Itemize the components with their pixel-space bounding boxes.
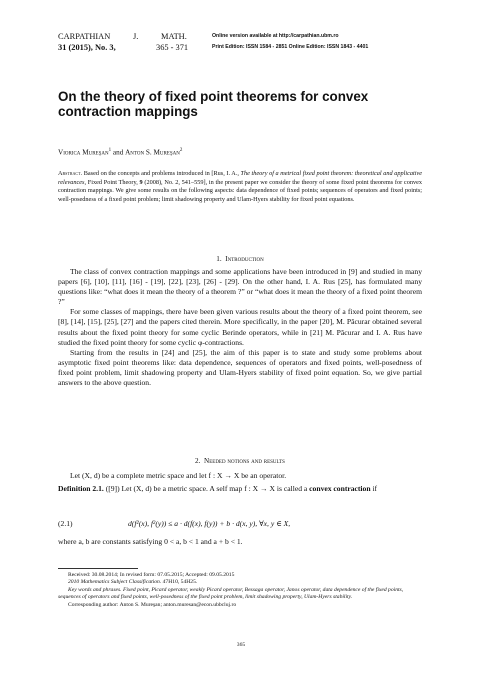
section-2-intro: Let (X, d) be a complete metric space and let f : X → X be an operator. xyxy=(70,471,287,480)
after-equation-text: where a, b are constants satisfying 0 < a, b < 1 and a + b < 1. xyxy=(58,537,243,546)
section-2-body xyxy=(58,471,422,494)
online-version-text: Online version available at http://carpathian.ubm.ro xyxy=(212,33,339,39)
footnotes xyxy=(58,572,422,609)
intro-paragraph-2: For some classes of mappings, there have been given various results about the theory of a fixed point theorem, see [8], [14], [15], [25], [27] and the papers cited therein. More specifically, in the paper [20], M. Păcurar obtained several results about the fixed point theory for some cyclic Berinde operators, while in [21] M. Păcurar and I. A. Rus have studied the fixed point theory for some cyclic φ-contractions. xyxy=(58,307,422,347)
intro-paragraph-3: Starting from the results in [24] and [25], the aim of this paper is to state and study some problems about asymptotic fixed point theorems like: data dependence, sequences of operators and fixed points, well-posedness of fixed point problem, limit shadowing property and Ulam-Hyers stability of fixed point equation. So, we give partial answers to the above question. xyxy=(58,347,422,388)
volume-line: 31 (2015), No. 3, xyxy=(58,43,116,52)
section-1-heading: 1. Introduction xyxy=(216,255,264,263)
abstract xyxy=(58,170,422,204)
paper-title xyxy=(58,89,438,119)
definition-2-1 xyxy=(58,484,422,494)
received-dates: Received: 30.08.2014; In revised form: 07.05.2015; Accepted: 09.05.2015 xyxy=(68,572,235,578)
abstract-volume: 9 xyxy=(139,178,143,186)
abstract-text-1: Based on the concepts and problems introduced in [Rus, I. A., xyxy=(83,170,241,177)
page-number: 365 xyxy=(236,642,246,648)
corresponding-author: Corresponding author: Anton S. Mureşan; anton.muresan@econ.ubbcluj.ro xyxy=(68,601,237,608)
authors xyxy=(58,148,182,156)
equation-label: (2.1) xyxy=(58,519,73,528)
author-2-affil: 2 xyxy=(179,148,183,153)
msc-classification: 2010 Mathematics Subject Classification. 47H10, 54H25. xyxy=(68,579,198,586)
journal-name: CARPATHIAN xyxy=(58,32,111,41)
abstract-label: Abstract. xyxy=(58,170,83,177)
abstract-text-3: (2008), No. 2, 541–559], in the present paper we consider the theory of some fixed point theorems for convex contraction mappings. We give some results on the following aspects: data dependence of fixed points; sequences of operators and fixed points; well-posedness of a fixed point problem; limit shadowing property and Ulam-Hyers stability for fixed point equations. xyxy=(58,178,422,203)
after-equation xyxy=(58,537,422,547)
page-range: 365 - 371 xyxy=(156,43,189,52)
section-2-heading: 2. Needed notions and results xyxy=(195,457,285,465)
abstract-ref-title: The theory of a metrical fixed point theorem: theoretical and applicative relevances xyxy=(58,170,423,186)
definition-term: convex contraction xyxy=(309,484,371,494)
journal-math: MATH. xyxy=(161,32,187,41)
print-edition-text: Print Edition: ISSN 1584 - 2851 Online Edition: ISSN 1843 - 4401 xyxy=(212,44,369,50)
definition-text-end: if xyxy=(370,484,378,494)
authors-and: and xyxy=(112,148,124,157)
intro-paragraph-1: The class of convex contraction mappings and some applications have been introduced in [9] and studied in many papers [6], [10], [11], [16] - [19], [22], [23], [26] - [29]. On the other hand, I. A. Rus [25], has formulated many questions like: “what does it mean the theory of a theorem ?” or “what does it mean the theory of a fixed point theorem ?” xyxy=(58,267,422,307)
keywords: Key words and phrases. Fixed point, Picard operator, weakly Picard operator, Bessaga operator, Janos operator, data dependence of the fixed points, sequences of operators and fixed points, well-posedness of the fixed point problem, limit shadowing property, Ulam-Hyers stability. xyxy=(58,586,404,601)
equation-2-1 xyxy=(58,519,422,528)
definition-text: ([9]) Let (X, d) be a metric space. A self map f : X → X is called a xyxy=(105,484,310,494)
journal-j: J. xyxy=(133,32,139,41)
author-1-affil: 1 xyxy=(108,148,112,153)
section-1-body xyxy=(58,267,422,388)
equation-formula: d(f²(x), f²(y)) ≤ a · d(f(x), f(y)) + b · d(x, y), ∀x, y ∈ X, xyxy=(128,519,291,528)
title-line-2: contraction mappings xyxy=(58,104,198,119)
author-2: Anton S. Mureşan xyxy=(125,148,180,157)
author-1: Viorica Mureşan xyxy=(58,148,109,157)
abstract-text-2: , Fixed Point Theory, xyxy=(84,178,140,186)
footnote-rule xyxy=(58,568,138,569)
definition-label: Definition 2.1. xyxy=(58,484,104,494)
title-line-1: On the theory of fixed point theorems for convex xyxy=(58,89,369,104)
